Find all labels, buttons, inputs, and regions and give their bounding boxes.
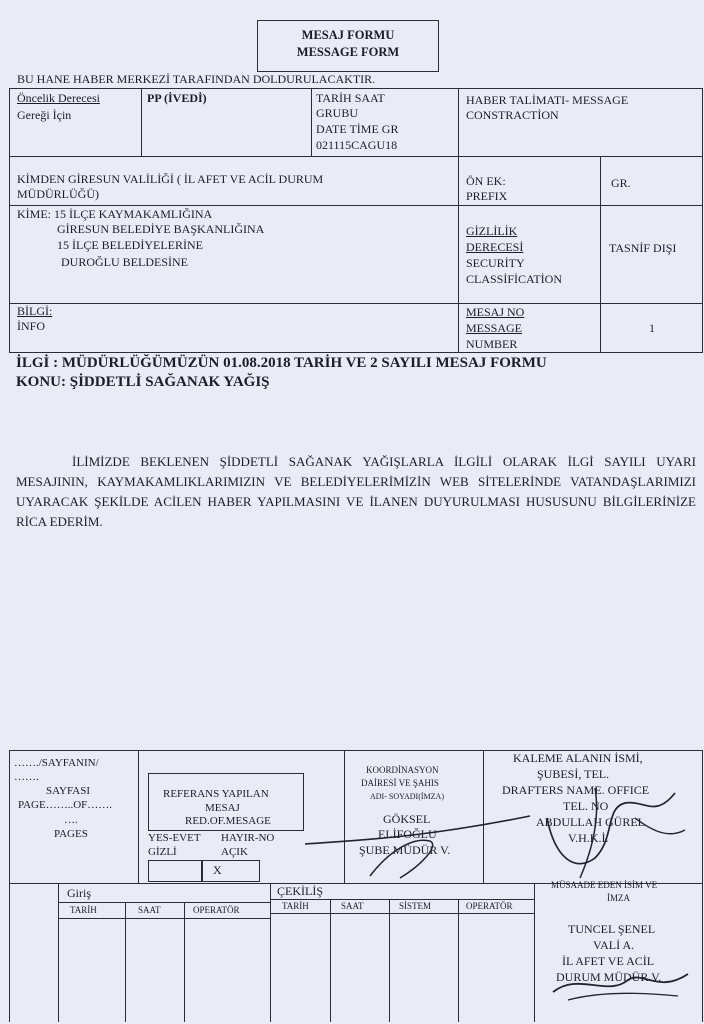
classification-label-3: SECURİTY xyxy=(466,256,525,270)
log-in-col-time: SAAT xyxy=(138,905,161,915)
ref-open-label: AÇIK xyxy=(221,846,248,858)
coordinator-surname: ELİFOĞLU xyxy=(378,827,437,841)
divider xyxy=(125,902,126,1022)
border-left xyxy=(9,750,10,1022)
log-in-col-operator: OPERATÖR xyxy=(193,905,240,915)
log-in-label: Giriş xyxy=(67,886,91,900)
to-line-1: GİRESUN BELEDİYE BAŞKANLIĞINA xyxy=(57,222,265,236)
approver-title-2: İL AFET VE ACİL xyxy=(562,954,655,968)
border-right xyxy=(702,88,703,352)
drafter-line-4: TEL. NO xyxy=(563,799,609,813)
coordination-line-1: KOORDİNASYON xyxy=(366,765,439,775)
divider xyxy=(58,883,59,1022)
divider xyxy=(458,88,459,352)
drafter-signature xyxy=(535,778,695,888)
coordination-line-3: ADI- SOYADI(İMZA) xyxy=(370,792,444,801)
datetime-value: 021115CAGU18 xyxy=(316,138,398,152)
divider xyxy=(58,902,270,903)
to-line-3: DUROĞLU BELDESİNE xyxy=(61,255,188,269)
pages-line-1: ……./SAYFANIN/ xyxy=(14,757,99,769)
message-body: İLİMİZDE BEKLENEN ŞİDDETLİ SAĞANAK YAĞIŞLARLA İLGİLİ OLARAK İLGİ SAYILI UYARI MESAJININ, KAYMAKAMLIKLARIMIZIN VE BELEDİYELERİMİZİN WEB SİTELERİNDE VATANDAŞLARIMIZI UYARACAK ŞEKİLDE ACİLEN HABER YAPILMASINI VE İLANEN DUYURULMASI HUSUSUNU BİLGİLERİNİZE RİCA EDERİM. xyxy=(16,454,696,529)
drafter-line-2: ŞUBESİ, TEL. xyxy=(537,767,610,781)
drafter-line-3: DRAFTERS NAME. OFFICE xyxy=(502,783,650,797)
drafter-line-1: KALEME ALANIN İSMİ, xyxy=(513,751,643,765)
log-out-col-system: SİSTEM xyxy=(399,901,432,911)
instruction-line-1: HABER TALİMATI- MESSAGE xyxy=(466,93,629,107)
datetime-label-3: DATE TİME GR xyxy=(316,122,399,136)
pages-line-3: SAYFASI xyxy=(46,785,91,797)
divider xyxy=(141,88,142,156)
approver-signature xyxy=(548,962,698,1007)
coordinator-signature xyxy=(300,796,540,891)
message-no-value: 1 xyxy=(649,321,655,335)
prefix-value: GR. xyxy=(611,176,631,190)
approver-title-3: DURUM MÜDÜR V. xyxy=(556,970,662,984)
open-checkbox[interactable] xyxy=(202,860,260,882)
prefix-label-2: PREFIX xyxy=(466,189,508,203)
message-no-label-2: MESSAGE xyxy=(466,321,523,335)
priority-value: PP (İVEDİ) xyxy=(147,91,207,105)
divider xyxy=(184,902,185,1022)
divider xyxy=(311,88,312,156)
log-out-col-operator: OPERATÖR xyxy=(466,901,513,911)
ref-yes-label: YES-EVET xyxy=(148,832,201,844)
divider xyxy=(9,88,703,89)
divider xyxy=(600,156,601,352)
datetime-label-2: GRUBU xyxy=(316,106,359,120)
border-left xyxy=(9,88,10,352)
form-title-en: MESSAGE FORM xyxy=(296,45,400,59)
priority-label: Öncelik Derecesi xyxy=(17,91,100,105)
divider xyxy=(270,883,271,1022)
log-in-col-date: TARİH xyxy=(70,905,97,915)
approver-line-1: MÜSAADE EDEN İSİM VE xyxy=(551,880,658,890)
log-out-col-date: TARİH xyxy=(282,901,309,911)
to-label: KİME: 15 İLÇE KAYMAKAMLIĞINA xyxy=(17,207,213,221)
divider xyxy=(330,899,331,1022)
info-label-2: İNFO xyxy=(17,319,46,333)
from-line-2: MÜDÜRLÜĞÜ) xyxy=(17,187,99,201)
classification-label-2: DERECESİ xyxy=(466,240,524,254)
approver-name: TUNCEL ŞENEL xyxy=(568,922,656,936)
coordination-line-2: DAİRESİ VE ŞAHIS xyxy=(361,778,439,788)
reference-line: İLGİ : MÜDÜRLÜĞÜMÜZÜN 01.08.2018 TARİH VE 2 SAYILI MESAJ FORMU xyxy=(16,355,547,371)
divider xyxy=(58,918,270,919)
drafter-title: V.H.K.İ. xyxy=(568,831,609,845)
divider xyxy=(9,303,703,304)
divider xyxy=(270,913,534,914)
notice-text: BU HANE HABER MERKEZİ TARAFINDAN DOLDURULACAKTIR. xyxy=(17,72,376,86)
pages-line-5: …. xyxy=(64,814,78,826)
form-title xyxy=(257,20,439,72)
approver-line-2: İMZA xyxy=(607,893,630,903)
log-out-label: ÇEKİLİŞ xyxy=(277,884,323,898)
info-label-1: BİLGİ: xyxy=(17,304,53,318)
divider xyxy=(270,899,534,900)
message-no-label-3: NUMBER xyxy=(466,337,518,351)
open-checkbox-mark: X xyxy=(213,863,222,877)
classification-label-4: CLASSİFİCATİON xyxy=(466,272,563,286)
border-right xyxy=(702,750,703,1022)
subject-line: KONU: ŞİDDETLİ SAĞANAK YAĞIŞ xyxy=(16,374,270,390)
ref-message-line-3: RED.OF.MESAGE xyxy=(185,815,271,827)
from-line-1: KİMDEN GİRESUN VALİLİĞİ ( İL AFET VE ACİL DURUM xyxy=(17,172,324,186)
divider xyxy=(389,899,390,1022)
divider xyxy=(9,352,703,353)
pages-line-6: PAGES xyxy=(54,828,88,840)
divider xyxy=(458,899,459,1022)
pages-line-4: PAGE……..OF……. xyxy=(18,799,113,811)
coordinator-name: GÖKSEL xyxy=(383,812,431,826)
priority-purpose: Gereği İçin xyxy=(17,108,72,122)
message-no-label-1: MESAJ NO xyxy=(466,305,525,319)
divider xyxy=(9,205,703,206)
ref-secret-label: GİZLİ xyxy=(148,846,177,858)
classification-label-1: GİZLİLİK xyxy=(466,224,518,238)
divider xyxy=(138,750,139,883)
secret-checkbox[interactable] xyxy=(148,860,202,882)
classification-value: TASNİF DIŞI xyxy=(609,241,677,255)
instruction-line-2: CONSTRACTİON xyxy=(466,108,559,122)
divider xyxy=(534,883,535,1022)
drafter-name: ABDULLAH GÜREL xyxy=(536,815,645,829)
prefix-label-1: ÖN EK: xyxy=(466,174,506,188)
datetime-label-1: TARİH SAAT xyxy=(316,91,385,105)
approver-title-1: VALİ A. xyxy=(593,938,635,952)
form-title-tr: MESAJ FORMU xyxy=(301,28,395,42)
coordinator-title: ŞUBE MÜDÜR V. xyxy=(359,843,451,857)
divider xyxy=(9,156,703,157)
ref-message-line-2: MESAJ xyxy=(205,802,240,814)
log-out-col-time: SAAT xyxy=(341,901,364,911)
ref-no-label: HAYIR-NO xyxy=(221,832,275,844)
ref-message-line-1: REFERANS YAPILAN xyxy=(163,788,269,800)
to-line-2: 15 İLÇE BELEDİYELERİNE xyxy=(57,238,203,252)
pages-line-2: ……. xyxy=(14,771,39,783)
